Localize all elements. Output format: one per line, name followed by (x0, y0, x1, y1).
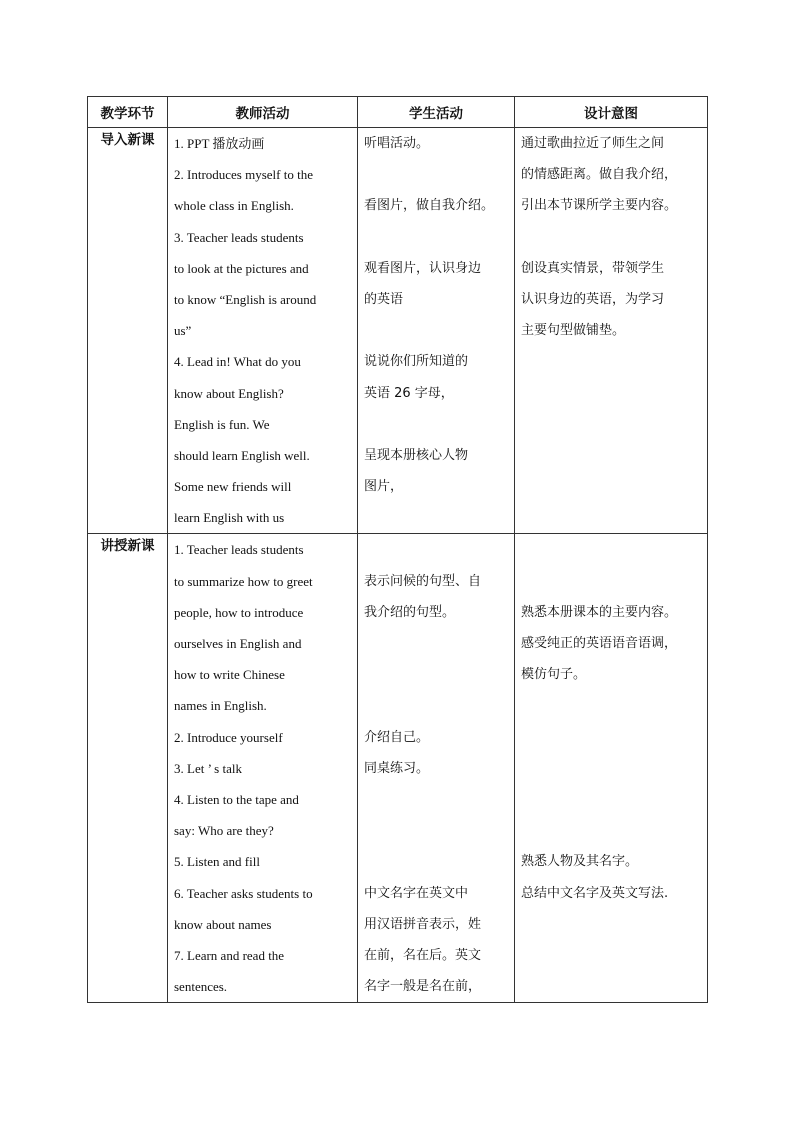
lesson-plan-table (87, 96, 708, 1003)
text-line (364, 690, 508, 721)
text-line: 在前，名在后。英文 (364, 947, 482, 963)
text-line: 同桌练习。 (364, 760, 430, 776)
text-line (364, 222, 508, 253)
text-line: 7. Learn and read the (174, 947, 285, 963)
text-line (364, 159, 508, 190)
text-line: learn English with us (174, 510, 285, 526)
text-line: 引出本节课所学主要内容。 (521, 198, 678, 214)
text-line: how to write Chinese (174, 667, 285, 683)
design-intent-cell (515, 534, 708, 1003)
text-line: 模仿句子。 (521, 667, 587, 683)
student-activity-cell (358, 534, 515, 1003)
text-line: 看图片，做自我介绍。 (364, 198, 495, 214)
text-line: people, how to introduce (174, 604, 304, 620)
text-line: 听唱活动。 (364, 136, 430, 151)
text-line (364, 815, 508, 846)
text-line: 表示问候的句型、自 (364, 573, 482, 589)
text-line: 2. Introduces myself to the (174, 167, 313, 183)
student-activity-cell (358, 128, 515, 534)
stage-cell: 讲授新课 (88, 534, 168, 1003)
text-line: know about names (174, 916, 272, 932)
text-line: 图片， (364, 479, 404, 495)
text-line: 呈现本册核心人物 (364, 447, 469, 463)
teacher-activity-cell (168, 128, 358, 534)
text-line: to know “English is around (174, 291, 317, 307)
text-line (521, 753, 701, 784)
text-line: 4. Lead in! What do you (174, 354, 301, 370)
text-line: 说说你们所知道的 (364, 354, 469, 370)
text-line: 6. Teacher asks students to (174, 885, 313, 901)
text-line (521, 722, 701, 753)
text-line: 熟悉本册课本的主要内容。 (521, 604, 678, 620)
text-line: 5. Listen and fill (174, 854, 260, 870)
header-teacher-activity: 教师活动 (168, 97, 358, 128)
text-line: 感受纯正的英语语音语调， (521, 636, 678, 651)
table-row (88, 128, 708, 534)
text-line: 创设真实情景，带领学生 (521, 260, 665, 276)
text-line: 1. Teacher leads students (174, 542, 304, 558)
text-line: sentences. (174, 979, 228, 995)
text-line (521, 566, 701, 597)
header-row (88, 97, 708, 128)
header-student-activity: 学生活动 (358, 97, 515, 128)
text-line: 1. PPT 播放动画 (174, 136, 265, 151)
text-line: say: Who are they? (174, 823, 274, 839)
text-line (364, 846, 508, 877)
text-line: 认识身边的英语，为学习 (521, 291, 665, 307)
text-line: 主要句型做铺垫。 (521, 323, 626, 339)
text-line: 观看图片，认识身边 (364, 260, 482, 276)
text-line: 3. Let ’ s talk (174, 760, 242, 776)
text-line: names in English. (174, 698, 267, 714)
text-line (521, 222, 701, 253)
text-line (364, 534, 508, 565)
text-line (521, 784, 701, 815)
teacher-activity-cell (168, 534, 358, 1003)
text-line: 英语 26 字母， (364, 385, 454, 401)
text-line: whole class in English. (174, 198, 294, 214)
table-row (88, 534, 708, 1003)
header-stage: 教学环节 (88, 97, 168, 128)
text-line: 总结中文名字及英文写法. (521, 885, 669, 901)
text-line: 用汉语拼音表示，姓 (364, 916, 482, 932)
text-line: 2. Introduce yourself (174, 729, 283, 745)
header-design-intent: 设计意图 (515, 97, 708, 128)
text-line: 通过歌曲拉近了师生之间 (521, 136, 665, 151)
text-line: ourselves in English and (174, 636, 302, 651)
text-line (521, 815, 701, 846)
text-line (364, 659, 508, 690)
text-line: 的情感距离。做自我介绍， (521, 167, 678, 183)
design-intent-cell (515, 128, 708, 534)
text-line: Some new friends will (174, 479, 292, 495)
text-line: 我介绍的句型。 (364, 604, 456, 620)
text-line: 的英语 (364, 291, 404, 307)
text-line: to look at the pictures and (174, 260, 309, 276)
text-line: 名字一般是名在前， (364, 979, 482, 995)
text-line: 熟悉人物及其名字。 (521, 854, 639, 870)
text-line: to summarize how to greet (174, 573, 313, 589)
stage-cell: 导入新课 (88, 128, 168, 534)
text-line: should learn English well. (174, 447, 310, 463)
text-line (521, 534, 701, 565)
text-line (364, 315, 508, 346)
text-line (364, 628, 508, 659)
text-line: know about English? (174, 385, 284, 401)
text-line: 介绍自己。 (364, 729, 430, 745)
text-line: 4. Listen to the tape and (174, 791, 299, 807)
text-line (521, 690, 701, 721)
text-line: 中文名字在英文中 (364, 885, 469, 901)
text-line: 3. Teacher leads students (174, 229, 304, 245)
text-line: English is fun. We (174, 416, 270, 432)
text-line: us” (174, 323, 192, 339)
text-line (364, 409, 508, 440)
text-line (364, 784, 508, 815)
